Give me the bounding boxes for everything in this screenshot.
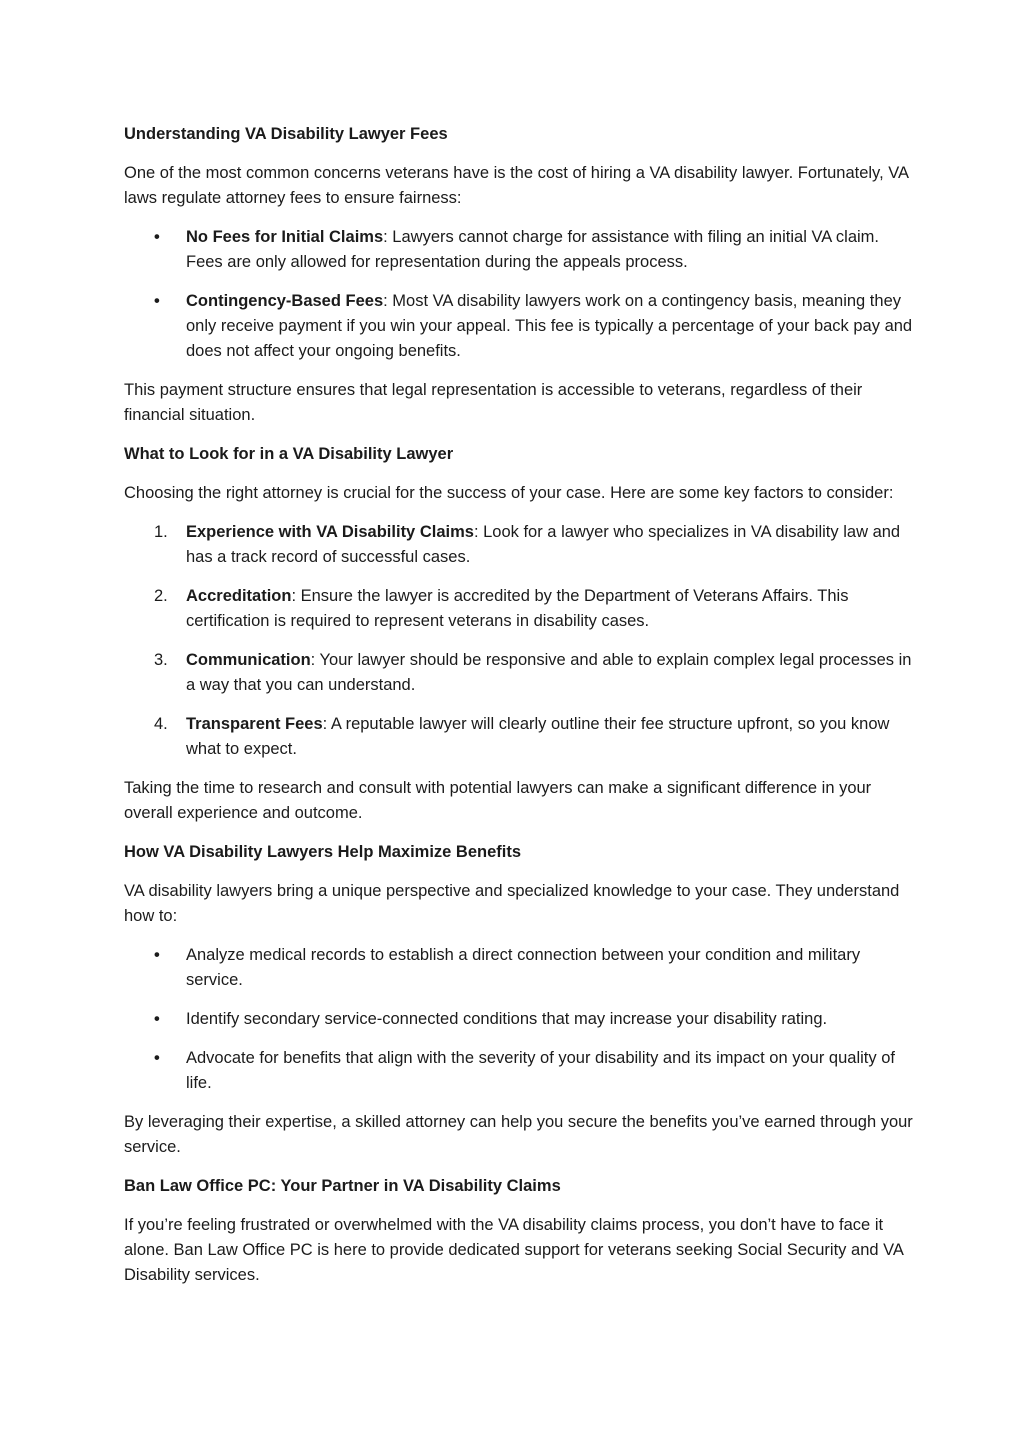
list-item-number: 1. <box>154 523 168 541</box>
list-item-text: Analyze medical records to establish a direct connection between your condition and military service. <box>186 946 861 989</box>
list-item-text: : Look for a lawyer who specializes in VA disability law and has a track record of successful cases. <box>186 523 901 566</box>
list-item-number: 4. <box>154 715 168 733</box>
list-item-number: 2. <box>154 587 168 605</box>
list-item-text: : A reputable lawyer will clearly outline their fee structure upfront, so you know what to expect. <box>186 715 890 758</box>
section-heading-fees: Understanding VA Disability Lawyer Fees <box>124 125 448 143</box>
list-item <box>124 1007 914 1032</box>
list-item <box>124 584 914 634</box>
bullet-icon: • <box>154 1049 160 1067</box>
list-item-term: Experience with VA Disability Claims <box>186 523 474 541</box>
list-item-term: Transparent Fees <box>186 715 323 733</box>
section-heading-ban-law-office: Ban Law Office PC: Your Partner in VA Disability Claims <box>124 1177 561 1195</box>
paragraph-look-for-outro: Taking the time to research and consult with potential lawyers can make a significant difference in your overall experience and outcome. <box>124 779 872 822</box>
list-item-term: Communication <box>186 651 311 669</box>
list-item-text: : Lawyers cannot charge for assistance with filing an initial VA claim. Fees are only allowed for representation during the appeals process. <box>186 228 879 271</box>
section-heading-maximize-benefits: How VA Disability Lawyers Help Maximize Benefits <box>124 843 522 861</box>
list-item <box>124 1046 914 1096</box>
benefits-bullet-list <box>124 943 914 1096</box>
bullet-icon: • <box>154 292 160 310</box>
paragraph-fees-intro: One of the most common concerns veterans have is the cost of hiring a VA disability lawyer. Fortunately, VA laws regulate attorney fees to ensure fairness: <box>124 164 909 207</box>
paragraph-fees-outro: This payment structure ensures that legal representation is accessible to veterans, regardless of their financial situation. <box>124 381 863 424</box>
bullet-icon: • <box>154 946 160 964</box>
list-item-text: : Most VA disability lawyers work on a contingency basis, meaning they only receive payment if you win your appeal. This fee is typically a percentage of your back pay and does not affect your ongoing benefits. <box>186 292 913 360</box>
list-item <box>124 289 914 364</box>
fees-bullet-list <box>124 225 914 364</box>
paragraph-maximize-outro: By leveraging their expertise, a skilled attorney can help you secure the benefits you’ve earned through your service. <box>124 1113 913 1156</box>
list-item-text: Advocate for benefits that align with the severity of your disability and its impact on your quality of life. <box>186 1049 895 1092</box>
paragraph-ban-law-office: If you’re feeling frustrated or overwhelmed with the VA disability claims process, you don’t have to face it alone. Ban Law Office PC is here to provide dedicated support for veterans seeking Social Security and VA Disability services. <box>124 1216 904 1284</box>
paragraph-maximize-intro: VA disability lawyers bring a unique perspective and specialized knowledge to your case. They understand how to: <box>124 882 900 925</box>
list-item-text: Identify secondary service-connected conditions that may increase your disability rating. <box>186 1010 828 1028</box>
list-item-number: 3. <box>154 651 168 669</box>
bullet-icon: • <box>154 1010 160 1028</box>
paragraph-look-for-intro: Choosing the right attorney is crucial for the success of your case. Here are some key factors to consider: <box>124 484 894 502</box>
list-item <box>124 943 914 993</box>
list-item-term: Contingency-Based Fees <box>186 292 384 310</box>
list-item-term: Accreditation <box>186 587 292 605</box>
document-page <box>124 122 914 1302</box>
list-item <box>124 225 914 275</box>
list-item <box>124 648 914 698</box>
list-item <box>124 520 914 570</box>
section-heading-what-to-look-for: What to Look for in a VA Disability Lawyer <box>124 445 454 463</box>
list-item-term: No Fees for Initial Claims <box>186 228 384 246</box>
bullet-icon: • <box>154 228 160 246</box>
list-item-text: : Ensure the lawyer is accredited by the Department of Veterans Affairs. This certification is required to represent veterans in disability cases. <box>186 587 849 630</box>
list-item-text: : Your lawyer should be responsive and able to explain complex legal processes in a way that you can understand. <box>186 651 912 694</box>
factors-numbered-list <box>124 520 914 762</box>
list-item <box>124 712 914 762</box>
